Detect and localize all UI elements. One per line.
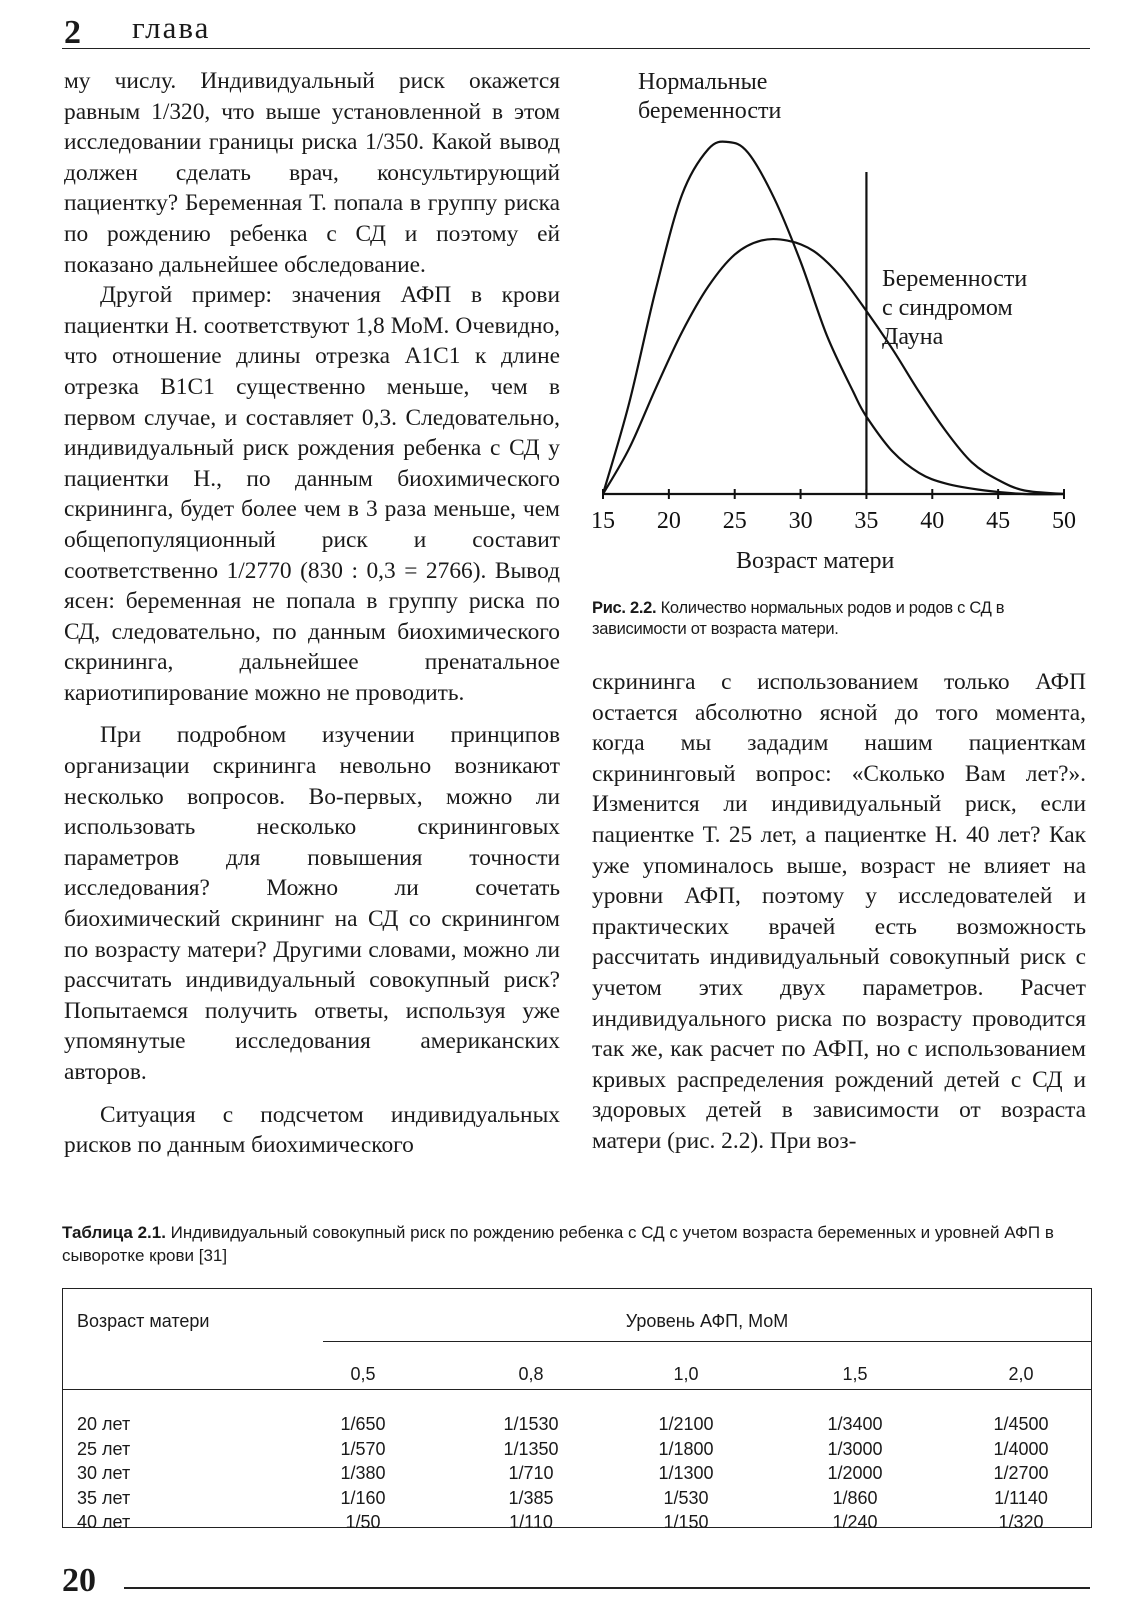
table-cell: 1/50 bbox=[345, 1512, 381, 1533]
table-cell: 1/3400 bbox=[827, 1414, 883, 1434]
risk-table bbox=[62, 1288, 1092, 1533]
table-label: Таблица 2.1. bbox=[62, 1223, 166, 1242]
table-cell: 1/380 bbox=[340, 1463, 386, 1484]
paragraph: Другой пример: значения АФП в крови пациентки Н. соответствуют 1,8 МоМ. Очевидно, что отношение длины отрезка А1С1 к длине отрезка В1С1 существенно меньше, чем в первом случае, и составляет 0,3. Следовательно, индивидуальный риск рождения ребенка с СД у пациентки Н., по данным биохимического скрининга, будет более чем в 3 раза меньше, чем общепопуляционный риск и составит соответственно 1/2770 (830 : 0,3 = 2766). Вывод ясен: беременная не попала в группу риска по СД, следовательно, по данным биохимического скрининга, дальнейшее пренатальное кариотипирование можно не проводить. bbox=[64, 282, 560, 706]
table-cell: 1/2700 bbox=[993, 1463, 1049, 1484]
table-title bbox=[62, 1221, 1092, 1267]
label-down-pregnancies bbox=[882, 265, 1027, 352]
table-cell: 1/4500 bbox=[993, 1414, 1049, 1434]
table-cell: 1/710 bbox=[508, 1463, 554, 1484]
paragraph: скрининга с использованием только АФП остается абсолютно ясной до того момента, когда мы зададим нашим пациенткам скрининговый вопрос: «Сколько Вам лет?». Изменится ли индивидуальный риск, если пациентке Т. 25 лет, а пациентке Н. 40 лет? Как уже упоминалось выше, возраст не влияет на уровни АФП, поэтому у исследователей и практических врачей есть возможность рассчитать индивидуальный совокупный риск с учетом этих двух параметров. Расчет индивидуального риска по возрасту проводится так же, как расчет по АФП, но с использованием кривых распределения рождений детей с СД и здоровых детей в зависимости от возраста матери (рис. 2.2). При воз- bbox=[592, 669, 1086, 1154]
caption-label: Рис. 2.2. bbox=[592, 599, 657, 617]
column-header: 2,0 bbox=[1008, 1364, 1034, 1384]
chapter-number: 2 bbox=[64, 14, 81, 51]
chapter-word: глава bbox=[132, 10, 211, 45]
x-tick-label: 20 bbox=[656, 508, 681, 534]
table-cell: 1/2000 bbox=[827, 1463, 883, 1484]
table-cell: 1/650 bbox=[340, 1414, 386, 1434]
label-line: с синдромом bbox=[882, 295, 1013, 321]
paragraph: му числу. Индивидуальный риск окажется равным 1/320, что выше установленной в этом исследовании границы риска 1/350. Какой вывод должен сделать врач, консультирующий пациентку? Беременная Т. попала в группу риска по рождению ребенка с СД и поэтому ей показано дальнейшее обследование. bbox=[64, 68, 560, 278]
table-cell: 1/385 bbox=[508, 1487, 554, 1508]
table-cell: 1/570 bbox=[340, 1438, 386, 1459]
figure-caption bbox=[592, 598, 1092, 640]
x-tick-label: 40 bbox=[920, 508, 945, 534]
left-column bbox=[64, 66, 560, 1161]
table-cell: 1/240 bbox=[832, 1512, 878, 1533]
x-tick-label: 30 bbox=[788, 508, 813, 534]
table-cell: 1/1530 bbox=[503, 1414, 559, 1434]
footer-rule bbox=[124, 1587, 1090, 1589]
label-line: Беременности bbox=[882, 266, 1028, 292]
row-header: Возраст матери bbox=[77, 1311, 210, 1331]
group-header: Уровень АФП, МоМ bbox=[625, 1311, 789, 1331]
running-header bbox=[62, 8, 1090, 49]
column-header: 0,5 bbox=[350, 1364, 376, 1384]
label-normal-pregnancies bbox=[638, 68, 781, 126]
label-line: Нормальные bbox=[638, 69, 768, 95]
row-age-label: 20 лет bbox=[77, 1414, 131, 1434]
x-tick-label: 50 bbox=[1052, 508, 1076, 534]
table-title-text: Индивидуальный совокупный риск по рождению ребенка с СД с учетом возраста беременных и уровней АФП в сыворотке крови [31] bbox=[62, 1223, 1054, 1265]
table-divider bbox=[63, 1389, 1091, 1390]
label-line: беременности bbox=[638, 98, 782, 124]
x-axis-label: Возраст матери bbox=[736, 548, 895, 574]
right-column bbox=[592, 667, 1086, 1157]
x-tick-label: 45 bbox=[986, 508, 1011, 534]
table-cell: 1/110 bbox=[509, 1512, 553, 1533]
table-cell: 1/1300 bbox=[658, 1463, 714, 1484]
table-cell: 1/160 bbox=[340, 1487, 386, 1508]
table-cell: 1/150 bbox=[663, 1512, 709, 1533]
table-cell: 1/860 bbox=[832, 1487, 878, 1508]
caption-text: Количество нормальных родов и родов с СД в зависимости от возраста матери. bbox=[592, 599, 1005, 638]
row-age-label: 30 лет bbox=[77, 1463, 131, 1484]
table-divider bbox=[323, 1341, 1091, 1342]
table-cell: 1/1350 bbox=[503, 1438, 559, 1459]
column-header: 1,5 bbox=[842, 1364, 868, 1384]
x-tick-label: 35 bbox=[854, 508, 879, 534]
paragraph: Ситуация с подсчетом индивидуальных рисков по данным биохимического bbox=[64, 1101, 560, 1159]
page-number: 20 bbox=[62, 1562, 96, 1599]
paragraph: При подробном изучении принципов организации скрининга невольно возникают несколько вопросов. Во-первых, можно ли использовать несколько скрининговых параметров для повышения точности исследования? Можно ли сочетать биохимический скрининг на СД со скринингом по возрасту матери? Другими словами, можно ли рассчитать индивидуальный совокупный риск? Попытаемся получить ответы, используя уже упомянутые исследования американских авторов. bbox=[64, 722, 560, 1085]
row-age-label: 25 лет bbox=[77, 1438, 131, 1459]
table-cell: 1/320 bbox=[998, 1512, 1044, 1533]
table-cell: 1/530 bbox=[663, 1487, 709, 1508]
row-age-label: 35 лет bbox=[77, 1487, 131, 1508]
label-line: Дауна bbox=[882, 324, 944, 350]
x-tick-label: 25 bbox=[722, 508, 747, 534]
column-header: 0,8 bbox=[518, 1364, 544, 1384]
x-tick-label: 15 bbox=[591, 508, 615, 534]
figure-2-2 bbox=[580, 60, 1095, 600]
table-cell: 1/4000 bbox=[993, 1438, 1049, 1459]
row-age-label: 40 лет bbox=[77, 1512, 131, 1533]
table-cell: 1/2100 bbox=[658, 1414, 714, 1434]
table-cell: 1/1800 bbox=[658, 1438, 714, 1459]
table-cell: 1/1140 bbox=[994, 1487, 1048, 1508]
table-cell: 1/3000 bbox=[827, 1438, 883, 1459]
column-header: 1,0 bbox=[673, 1364, 699, 1384]
